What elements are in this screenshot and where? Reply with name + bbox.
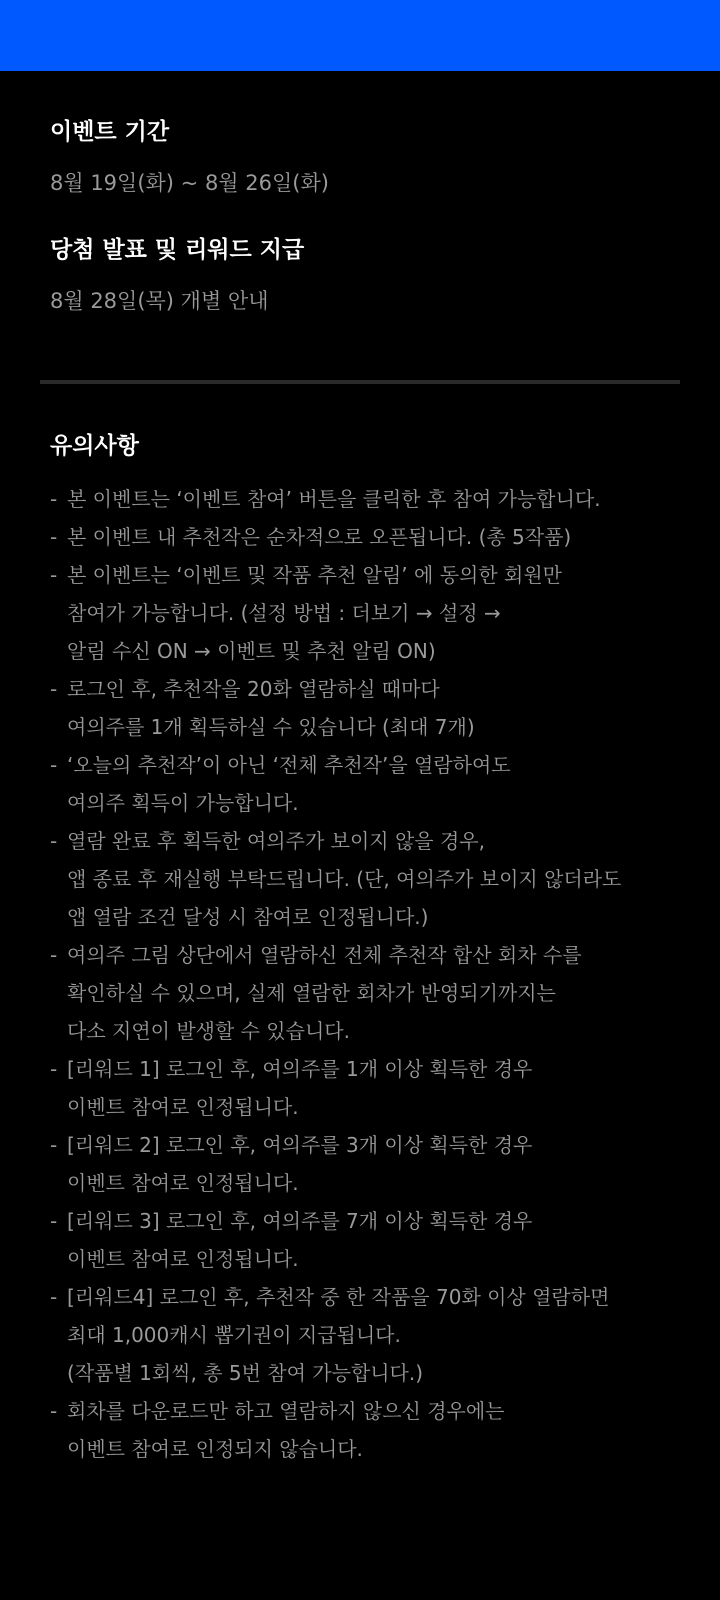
event-period-title: 이벤트 기간 [50, 119, 170, 145]
notice-title: 유의사항 [50, 433, 139, 459]
notice-line: 본 이벤트 내 추천작은 순차적으로 오픈됩니다. (총 5작품) [67, 525, 572, 549]
notice-list [50, 480, 715, 1468]
notice-line: 다소 지연이 발생할 수 있습니다. [67, 1019, 350, 1043]
section-divider [40, 380, 680, 384]
notice-line: [리워드 3] 로그인 후, 여의주를 7개 이상 획득한 경우 [67, 1209, 533, 1233]
notice-line: (작품별 1회씩, 총 5번 참여 가능합니다.) [67, 1361, 424, 1385]
notice-bullet: - [50, 1285, 58, 1309]
notice-line: 참여가 가능합니다. (설정 방법 : 더보기 → 설정 → [67, 601, 501, 625]
notice-line: 열람 완료 후 획득한 여의주가 보이지 않을 경우, [67, 829, 485, 853]
notice-line: [리워드 2] 로그인 후, 여의주를 3개 이상 획득한 경우 [67, 1133, 533, 1157]
notice-item [50, 1202, 715, 1278]
notice-item [50, 1050, 715, 1126]
notice-line: 앱 종료 후 재실행 부탁드립니다. (단, 여의주가 보이지 않더라도 [67, 867, 622, 891]
notice-bullet: - [50, 1057, 58, 1081]
notice-line: [리워드 1] 로그인 후, 여의주를 1개 이상 획득한 경우 [67, 1057, 533, 1081]
notice-bullet: - [50, 525, 58, 549]
notice-bullet: - [50, 943, 58, 967]
event-period-value: 8월 19일(화) ~ 8월 26일(화) [50, 171, 329, 195]
notice-item [50, 746, 715, 822]
notice-bullet: - [50, 677, 58, 701]
notice-item [50, 1392, 715, 1468]
notice-item [50, 822, 715, 936]
notice-line: 로그인 후, 추천작을 20화 열람하실 때마다 [67, 677, 440, 701]
notice-line: 본 이벤트는 ‘이벤트 및 작품 추천 알림’ 에 동의한 회원만 [67, 563, 562, 587]
notice-line: 여의주 획득이 가능합니다. [67, 791, 299, 815]
notice-item [50, 670, 715, 746]
notice-bullet: - [50, 1209, 58, 1233]
notice-line: 여의주 그림 상단에서 열람하신 전체 추천작 합산 회차 수를 [67, 943, 582, 967]
notice-bullet: - [50, 829, 58, 853]
notice-line: 본 이벤트는 ‘이벤트 참여’ 버튼을 클릭한 후 참여 가능합니다. [67, 487, 601, 511]
notice-bullet: - [50, 487, 58, 511]
notice-line: 알림 수신 ON → 이벤트 및 추천 알림 ON) [67, 639, 436, 663]
notice-line: 앱 열람 조건 달성 시 참여로 인정됩니다.) [67, 905, 429, 929]
notice-item [50, 556, 715, 670]
announcement-title: 당첨 발표 및 리워드 지급 [50, 237, 305, 263]
notice-item [50, 936, 715, 1050]
notice-bullet: - [50, 1399, 58, 1423]
notice-line: 회차를 다운로드만 하고 열람하지 않으신 경우에는 [67, 1399, 505, 1423]
notice-line: [리워드4] 로그인 후, 추천작 중 한 작품을 70화 이상 열람하면 [67, 1285, 610, 1309]
notice-item [50, 1278, 715, 1392]
top-banner [0, 0, 720, 71]
notice-line: 이벤트 참여로 인정되지 않습니다. [67, 1437, 363, 1461]
notice-line: 여의주를 1개 획득하실 수 있습니다 (최대 7개) [67, 715, 475, 739]
notice-line: 이벤트 참여로 인정됩니다. [67, 1171, 299, 1195]
notice-line: 최대 1,000캐시 뽑기권이 지급됩니다. [67, 1323, 401, 1347]
notice-line: 이벤트 참여로 인정됩니다. [67, 1095, 299, 1119]
notice-item [50, 480, 715, 518]
notice-line: 확인하실 수 있으며, 실제 열람한 회차가 반영되기까지는 [67, 981, 556, 1005]
notice-item [50, 518, 715, 556]
event-info [50, 71, 680, 316]
notice-line: 이벤트 참여로 인정됩니다. [67, 1247, 299, 1271]
notice-line: ‘오늘의 추천작’이 아닌 ‘전체 추천작’을 열람하여도 [67, 753, 511, 777]
notice-bullet: - [50, 563, 58, 587]
notice-section [50, 430, 715, 1468]
notice-bullet: - [50, 1133, 58, 1157]
announcement-value: 8월 28일(목) 개별 안내 [50, 289, 269, 313]
notice-item [50, 1126, 715, 1202]
notice-bullet: - [50, 753, 58, 777]
